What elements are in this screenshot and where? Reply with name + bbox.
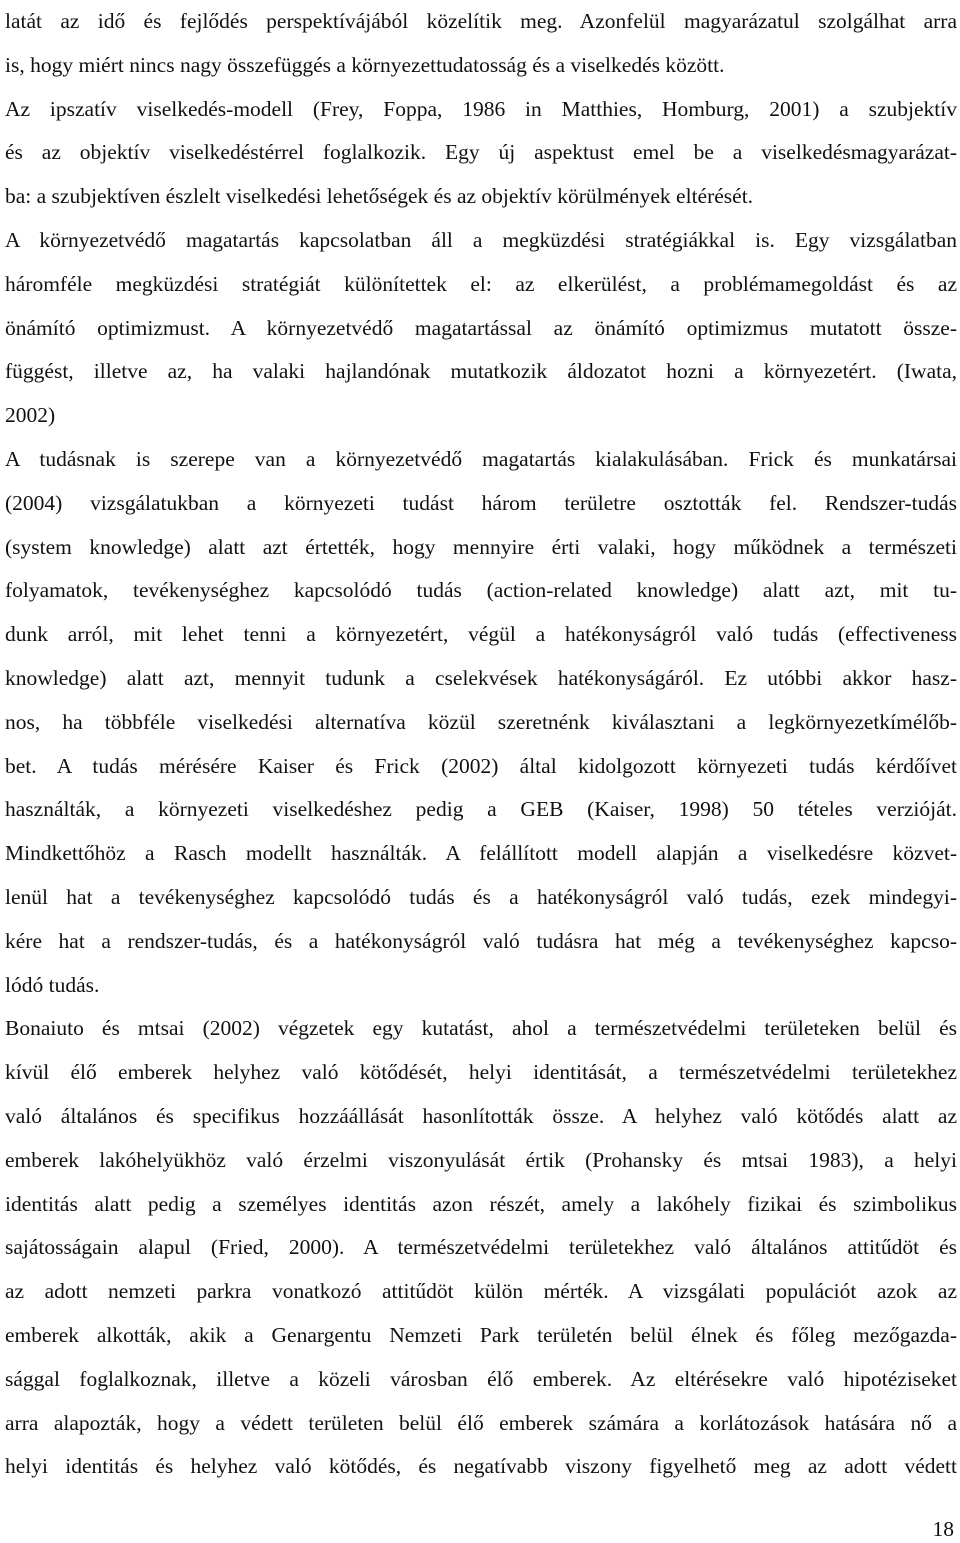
text-line: bet. A tudás mérésére Kaiser és Frick (2002) által kidolgozott környezeti tudás kérdőívet <box>5 753 957 778</box>
text-line: önámító optimizmust. A környezetvédő magatartással az önámító optimizmus mutatott össze- <box>5 315 957 340</box>
text-line: emberek alkották, akik a Genargentu Nemzeti Park területén belül élnek és főleg mezőgazda- <box>5 1322 957 1347</box>
text-line: és az objektív viselkedéstérrel foglalkozik. Egy új aspektust emel be a viselkedésmagyarázat- <box>5 140 957 165</box>
text-line: Mindkettőhöz a Rasch modellt használták. A felállított modell alapján a viselkedésre közvet- <box>5 841 957 866</box>
text-line: sággal foglalkoznak, illetve a közeli városban élő emberek. Az eltérésekre való hipotéziseket <box>5 1366 957 1391</box>
text-line: háromféle megküzdési stratégiát különítettek el: az elkerülést, a problémamegoldást és az <box>5 271 957 296</box>
text-line: folyamatok, tevékenységhez kapcsolódó tudás (action-related knowledge) alatt azt, mit tu- <box>5 578 957 603</box>
text-line: helyi identitás és helyhez való kötődés, és negatívabb viszony figyelhető meg az adott védett <box>5 1454 957 1479</box>
text-line: kívül élő emberek helyhez való kötődését, helyi identitását, a természetvédelmi területekhez <box>5 1060 957 1085</box>
text-line: A környezetvédő magatartás kapcsolatban áll a megküzdési stratégiákkal is. Egy vizsgálatban <box>5 227 957 252</box>
text-line: nos, ha többféle viselkedési alternatíva közül szeretnénk kiválasztani a legkörnyezetkímélőb- <box>5 709 957 734</box>
text-line: knowledge) alatt azt, mennyit tudunk a cselekvések hatékonyságáról. Ez utóbbi akkor hasz- <box>5 665 957 690</box>
text-line: 2002) <box>5 403 56 428</box>
text-line: lódó tudás. <box>5 972 100 997</box>
text-line: latát az idő és fejlődés perspektívájából közelítik meg. Azonfelül magyarázatul szolgálhat arra <box>5 9 957 33</box>
text-line: is, hogy miért nincs nagy összefüggés a környezettudatosság és a viselkedés között. <box>5 52 725 77</box>
text-line: az adott nemzeti parkra vonatkozó attitűdöt külön mérték. A vizsgálati populációt azok az <box>5 1279 957 1304</box>
text-line: Bonaiuto és mtsai (2002) végzetek egy kutatást, ahol a természetvédelmi területeken belül és <box>5 1016 957 1041</box>
text-line: ba: a szubjektíven észlelt viselkedési lehetőségek és az objektív körülmények eltérését. <box>5 184 754 209</box>
text-line: emberek lakóhelyükhöz való érzelmi viszonyulását értik (Prohansky és mtsai 1983), a helyi <box>5 1147 957 1172</box>
text-line: kére hat a rendszer-tudás, és a hatékonyságról való tudásra hat még a tevékenységhez kapcso- <box>5 928 957 953</box>
page-number: 18 <box>932 1517 954 1541</box>
document-body <box>5 0 957 1489</box>
text-line: függést, illetve az, ha valaki hajlandónak mutatkozik áldozatot hozni a környezetért. (Iwata, <box>5 359 957 384</box>
text-line: arra alapozták, hogy a védett területen belül élő emberek számára a korlátozások hatására nő a <box>5 1410 957 1435</box>
text-line: való általános és specifikus hozzáállását hasonlították össze. A helyhez való kötődés alatt az <box>5 1103 957 1128</box>
text-line: Az ipszatív viselkedés-modell (Frey, Foppa, 1986 in Matthies, Homburg, 2001) a szubjektív <box>5 96 957 121</box>
text-line: sajátosságain alapul (Fried, 2000). A természetvédelmi területekhez való általános attitűdöt és <box>5 1235 957 1260</box>
text-line: lenül hat a tevékenységhez kapcsolódó tudás és a hatékonyságról való tudás, ezek mindegyi- <box>5 884 957 909</box>
text-line: dunk arról, mit lehet tenni a környezetért, végül a hatékonyságról való tudás (effectiveness <box>5 622 957 647</box>
text-line: (system knowledge) alatt azt értették, hogy mennyire érti valaki, hogy működnek a természeti <box>5 534 957 559</box>
text-line: használták, a környezeti viselkedéshez pedig a GEB (Kaiser, 1998) 50 tételes verzióját. <box>5 797 957 822</box>
text-line: (2004) vizsgálatukban a környezeti tudást három területre osztották fel. Rendszer-tudás <box>5 490 957 515</box>
text-line: A tudásnak is szerepe van a környezetvédő magatartás kialakulásában. Frick és munkatársai <box>5 446 957 471</box>
text-line: identitás alatt pedig a személyes identitás azon részét, amely a lakóhely fizikai és szimbolikus <box>5 1191 957 1216</box>
